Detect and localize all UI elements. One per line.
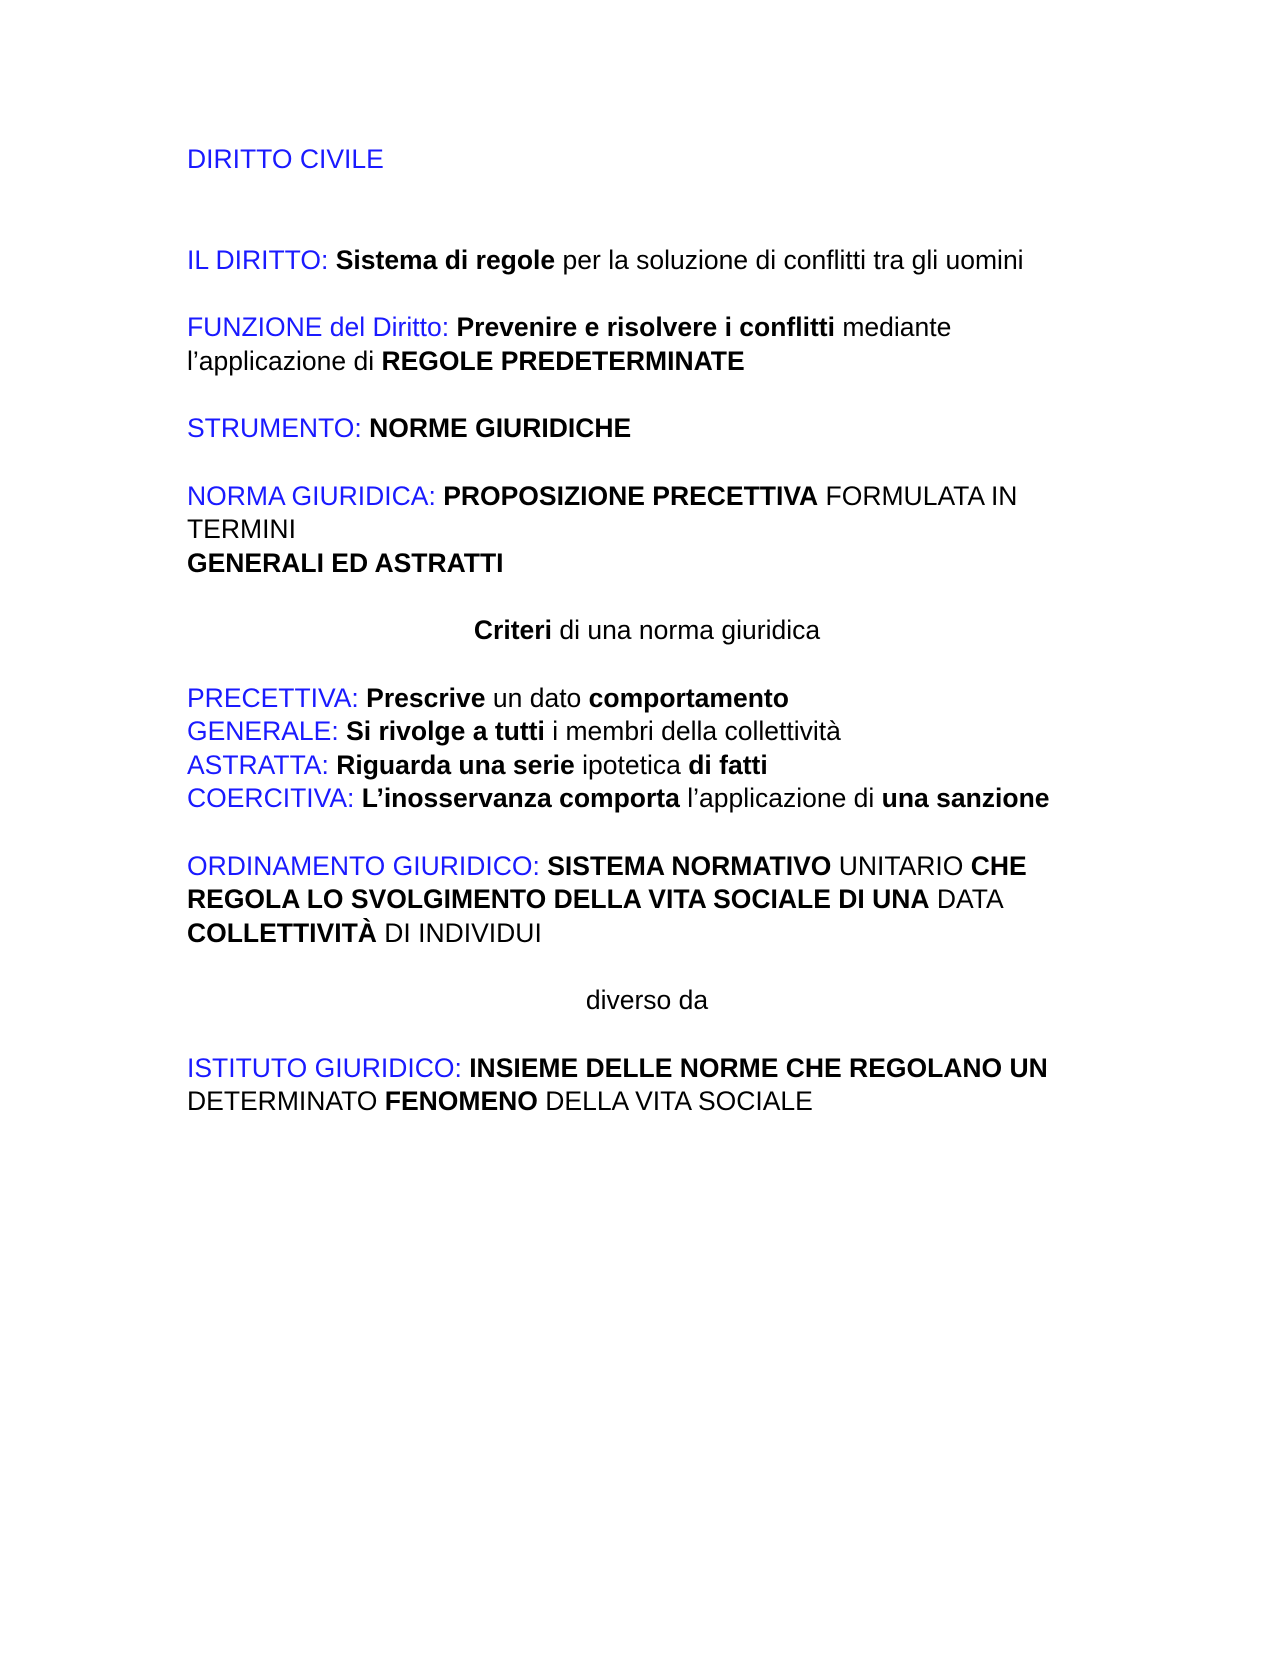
list-item-astratta: [187, 749, 1107, 783]
paragraph-strumento: [187, 412, 1107, 446]
bold-text: Criteri: [473, 615, 552, 645]
body-text: per la soluzione di conflitti tra gli uomini: [555, 244, 1024, 275]
bold-text: REGOLE PREDETERMINATE: [381, 345, 745, 376]
label-astratta: ASTRATTA:: [187, 749, 337, 780]
list-item-coercitiva: [187, 782, 1107, 816]
list-item-generale: [187, 715, 1107, 749]
label-diritto: IL DIRITTO:: [187, 244, 336, 275]
body-text: ipotetica: [574, 749, 689, 780]
criteri-list: [187, 682, 1107, 816]
bold-text: Prescrive: [366, 682, 486, 713]
bold-text: Sistema di regole: [335, 244, 556, 275]
criteri-heading: [187, 614, 1107, 648]
bold-text: FENOMENO: [384, 1086, 538, 1116]
paragraph-norma: [187, 480, 1107, 581]
paragraph-istituto: [187, 1052, 1107, 1119]
label-istituto: ISTITUTO GIURIDICO:: [187, 1052, 470, 1083]
body-text: DATA: [929, 884, 1003, 914]
bold-text: L’inosservanza comporta: [361, 783, 680, 813]
body-text: FORMULATA IN TERMINI: [187, 480, 1018, 544]
bold-text: una sanzione: [881, 783, 1050, 813]
bold-text: comportamento: [588, 682, 789, 713]
body-text: DELLA VITA SOCIALE: [537, 1086, 813, 1116]
bold-text: INSIEME DELLE NORME CHE REGOLANO UN: [469, 1052, 1048, 1083]
bold-text: CHE REGOLA LO SVOLGIMENTO DELLA VITA SOCIALE DI UNA: [187, 850, 1027, 914]
bold-text: Si rivolge a tutti: [346, 716, 545, 746]
document-title: DIRITTO CIVILE: [187, 144, 384, 174]
list-item-precettiva: [187, 682, 1107, 716]
paragraph-funzione: [187, 311, 1107, 378]
label-funzione: FUNZIONE del Diritto:: [187, 312, 457, 342]
paragraph-diritto: [187, 244, 1107, 278]
bold-text: SISTEMA NORMATIVO: [547, 850, 832, 881]
bold-text: NORME GIURIDICHE: [369, 413, 632, 443]
label-strumento: STRUMENTO:: [187, 413, 370, 443]
bold-text: di fatti: [688, 749, 768, 780]
label-precettiva: PRECETTIVA:: [187, 682, 367, 713]
bold-text: PROPOSIZIONE PRECETTIVA: [443, 480, 819, 511]
body-text: un dato: [485, 682, 589, 713]
paragraph-ordinamento: [187, 850, 1107, 951]
document-page: [187, 143, 1107, 1153]
label-norma: NORMA GIURIDICA:: [187, 480, 444, 511]
bold-text: Riguarda una serie: [336, 749, 575, 780]
label-generale: GENERALE:: [187, 716, 347, 746]
body-text: DETERMINATO: [187, 1086, 385, 1116]
body-text: UNITARIO: [831, 850, 971, 881]
body-text: mediante l’applicazione di: [187, 312, 952, 376]
bold-text: COLLETTIVITÀ: [187, 917, 377, 948]
label-coercitiva: COERCITIVA:: [187, 783, 362, 813]
body-text: i membri della collettività: [544, 716, 841, 746]
bold-text: Prevenire e risolvere i conflitti: [456, 312, 835, 342]
bold-text: GENERALI ED ASTRATTI: [187, 547, 504, 578]
label-ordinamento: ORDINAMENTO GIURIDICO:: [187, 850, 548, 881]
diverso-da-text: diverso da: [585, 985, 709, 1015]
body-text: di una norma giuridica: [551, 615, 821, 645]
body-text: l’applicazione di: [679, 783, 882, 813]
body-text: DI INDIVIDUI: [376, 917, 542, 948]
